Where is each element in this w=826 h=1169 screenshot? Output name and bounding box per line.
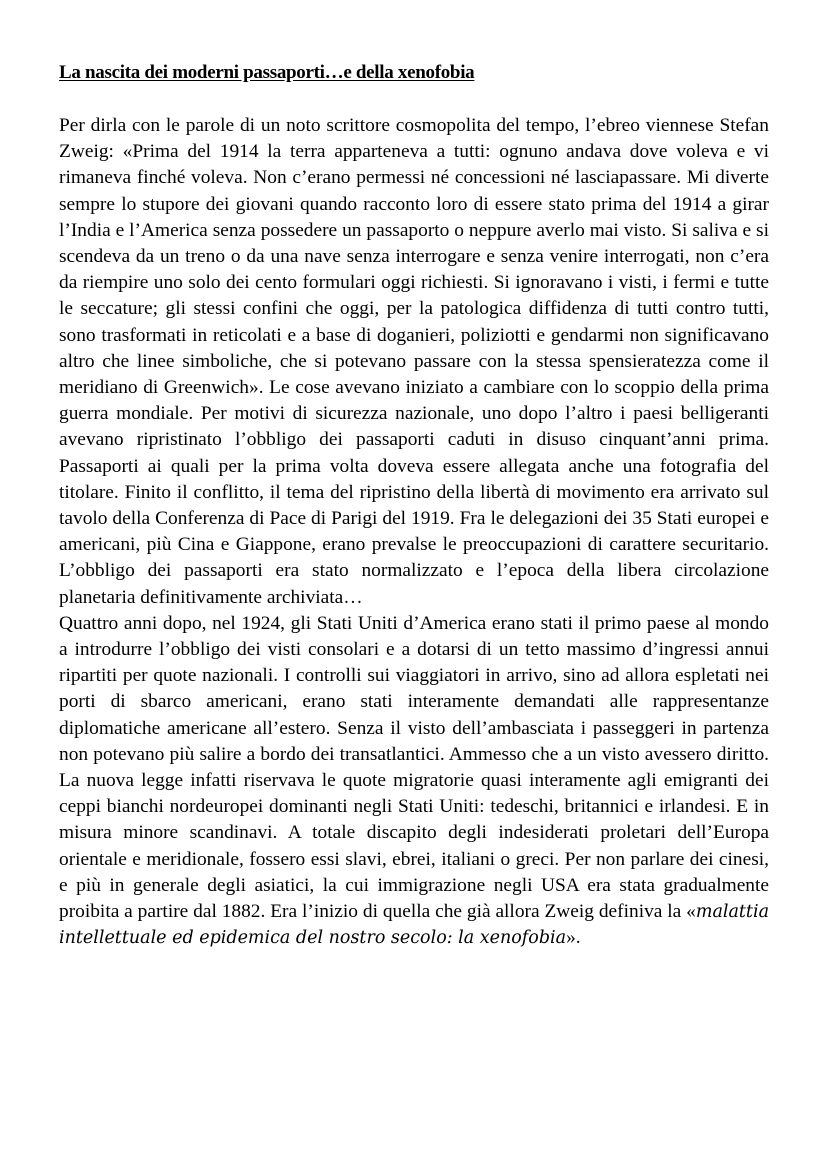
paragraph-1: Per dirla con le parole di un noto scrittore cosmopolita del tempo, l’ebreo viennese Stefan Zweig: «Prima del 1914 la terra apparteneva a tutti: ognuno andava dove voleva e vi rimaneva finché voleva. Non c’erano permessi né concessioni né lasciapassare. Mi diverte sempre lo stupore dei giovani quando racconto loro di essere stato prima del 1914 a girar l’India e l’America senza possedere un passaporto o neppure averlo mai visto. Si saliva e si scendeva da un treno o da una nave senza interrogare e senza venire interrogati, non c’era da riempire uno solo dei cento formulari oggi richiesti. Si ignoravano i visti, i fermi e tutte le seccature; gli stessi confini che oggi, per la patologica diffidenza di tutti contro tutti, sono trasformati in reticolati e a base di doganieri, poliziotti e gendarmi non significavano altro che linee simboliche, che si potevano passare con la stessa spensieratezza come il meridiano di Greenwich». Le cose avevano iniziato a cambiare con lo scoppio della prima guerra mondiale. Per motivi di sicurezza nazionale, uno dopo l’altro i paesi belligeranti avevano ripristinato l’obbligo dei passaporti caduti in disuso cinquant’anni prima. Passaporti ai quali per la prima volta doveva essere allegata anche una fotografia del titolare. Finito il conflitto, il tema del ripristino della libertà di movimento era arrivato sul tavolo della Conferenza di Pace di Parigi del 1919. Fra le delegazioni dei 35 Stati europei e americani, più Cina e Giappone, erano prevalse le preoccupazioni di carattere securitario. L’obbligo dei passaporti era stato normalizzato e l’epoca della libera circolazione planetaria definitivamente archiviata…: [59, 115, 769, 608]
document-page: [59, 60, 769, 952]
paragraph-2: [59, 611, 769, 952]
document-title: La nascita dei moderni passaporti…e della xenofobia: [59, 62, 475, 83]
paragraph-2-end: ».: [566, 927, 581, 949]
paragraph-2-italic-quote: malattia intellettuale ed epidemica del nostro secolo: la xenofobia: [59, 902, 769, 949]
paragraph-2-text: Quattro anni dopo, nel 1924, gli Stati Uniti d’America erano stati il primo paese al mondo a introdurre l’obbligo dei visti consolari e a dotarsi di un tetto massimo d’ingressi annui ripartiti per quote nazionali. I controlli sui viaggiatori in arrivo, sino ad allora espletati nei porti di sbarco americani, erano stati interamente demandati alle rappresentanze diplomatiche americane all’estero. Senza il visto dell’ambasciata i passeggeri in partenza non potevano più salire a bordo dei transatlantici. Ammesso che a un visto avessero diritto. La nuova legge infatti riservava le quote migratorie quasi interamente agli emigranti dei ceppi bianchi nordeuropei dominanti negli Stati Uniti: tedeschi, britannici e irlandesi. E in misura minore scandinavi. A totale discapito degli indesiderati proletari dell’Europa orientale e meridionale, fossero essi slavi, ebrei, italiani o greci. Per non parlare dei cinesi, e più in generale degli asiatici, la cui immigrazione negli USA era stata gradualmente proibita a partire dal 1882. Era l’inizio di quella che già allora Zweig definiva la «: [59, 612, 769, 923]
